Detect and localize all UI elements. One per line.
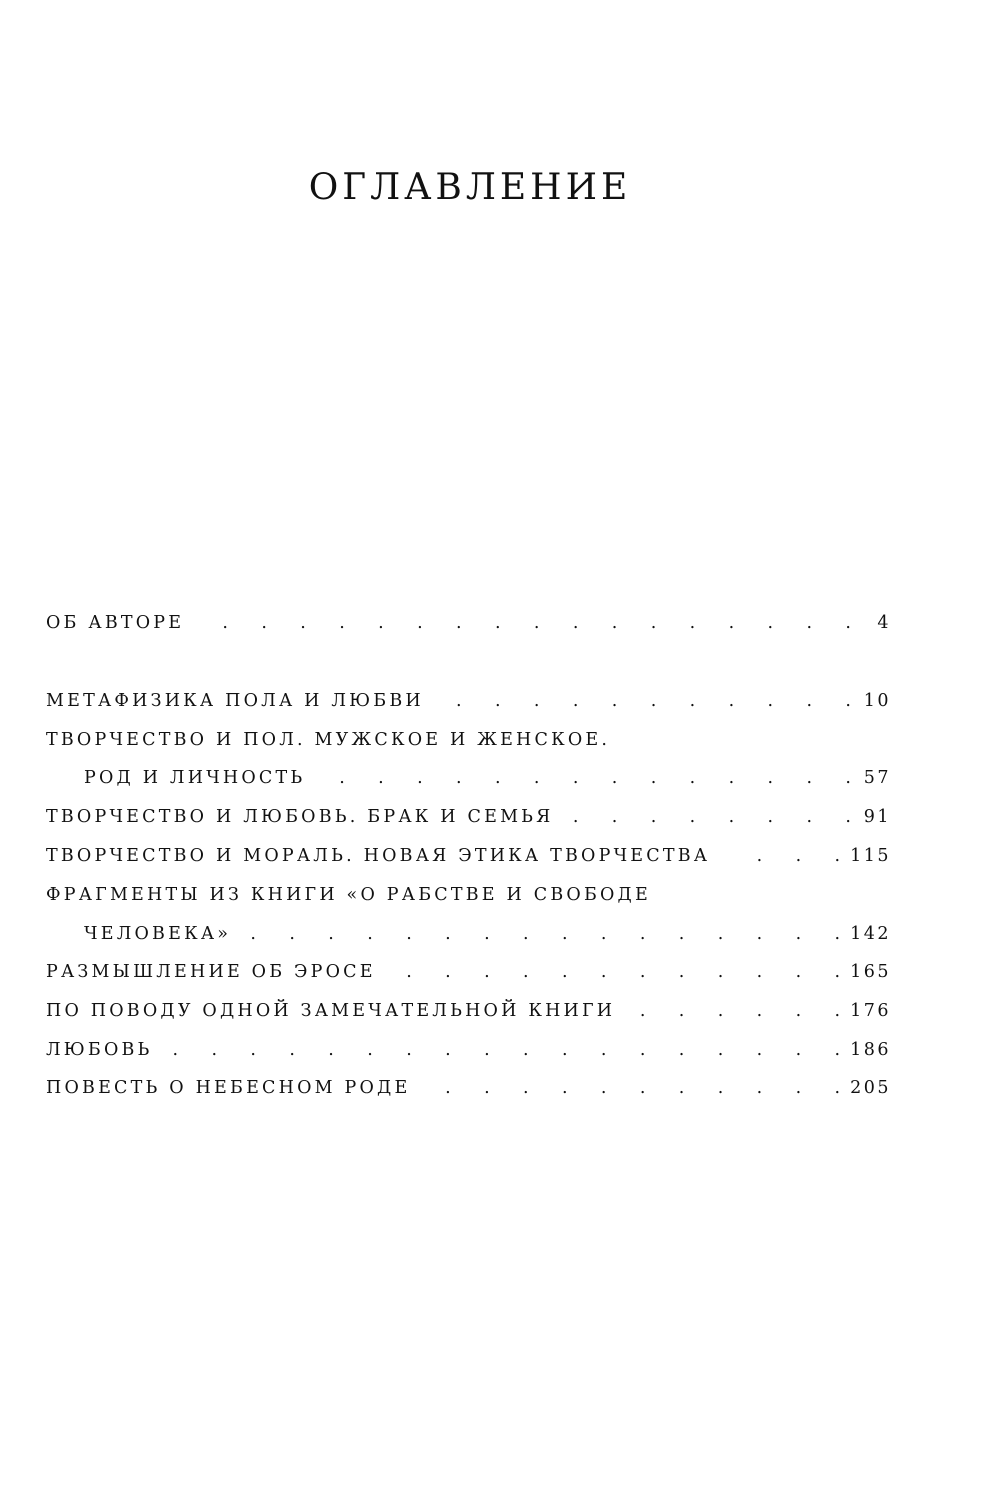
page-title: ОГЛАВЛЕНИЕ	[308, 167, 632, 208]
toc-entry-title: ЧЕЛОВЕКА»	[84, 924, 232, 944]
toc-entry-remarkable-book[interactable]	[46, 997, 891, 1025]
toc-entry-creativity-sex-line2[interactable]	[46, 764, 891, 792]
toc-entry-eros[interactable]	[46, 958, 891, 986]
toc-entry-metaphysics[interactable]	[46, 687, 891, 715]
toc-entry-about-author[interactable]	[46, 609, 891, 637]
toc-entry-title: МЕТАФИЗИКА ПОЛА И ЛЮБВИ	[46, 691, 424, 711]
toc-entry-creativity-love[interactable]	[46, 803, 891, 831]
toc-entry-page: 142	[850, 924, 891, 944]
toc-entry-title: ТВОРЧЕСТВО И ЛЮБОВЬ. БРАК И СЕМЬЯ	[46, 807, 554, 827]
dot-leader	[198, 609, 851, 637]
toc-entry-title: ПОВЕСТЬ О НЕБЕСНОМ РОДЕ	[46, 1078, 411, 1098]
dot-leader	[390, 958, 840, 986]
toc-entry-love[interactable]	[46, 1036, 891, 1064]
toc-entry-title: РОД И ЛИЧНОСТЬ	[84, 768, 306, 788]
toc-entry-page: 186	[850, 1040, 891, 1060]
dot-leader	[568, 803, 851, 831]
dot-leader	[438, 687, 851, 715]
dot-leader	[245, 920, 840, 948]
dot-leader	[724, 842, 840, 870]
dot-leader	[424, 1074, 840, 1102]
toc-entry-title: ЛЮБОВЬ	[46, 1040, 153, 1060]
dot-leader	[629, 997, 840, 1025]
dot-leader	[319, 764, 851, 792]
toc-entry-page: 176	[850, 1001, 891, 1021]
toc-entry-creativity-morality[interactable]	[46, 842, 891, 870]
toc-entry-heavenly-kin[interactable]	[46, 1074, 891, 1102]
toc-entry-creativity-sex-line1[interactable]	[46, 726, 891, 754]
toc-entry-title: ФРАГМЕНТЫ ИЗ КНИГИ «О РАБСТВЕ И СВОБОДЕ	[46, 885, 651, 905]
toc-entry-page: 57	[863, 768, 891, 788]
toc-entry-page: 205	[850, 1078, 891, 1098]
toc-entry-title: ТВОРЧЕСТВО И ПОЛ. МУЖСКОЕ И ЖЕНСКОЕ.	[46, 730, 611, 750]
dot-leader	[167, 1036, 841, 1064]
toc-entry-page: 4	[877, 613, 891, 633]
toc-entry-title: ТВОРЧЕСТВО И МОРАЛЬ. НОВАЯ ЭТИКА ТВОРЧЕСТВА	[46, 846, 711, 866]
toc-entry-page: 91	[863, 807, 891, 827]
toc-entry-title: ПО ПОВОДУ ОДНОЙ ЗАМЕЧАТЕЛЬНОЙ КНИГИ	[46, 1001, 616, 1021]
toc-entry-fragments-line1[interactable]	[46, 881, 891, 909]
toc-entry-title: РАЗМЫШЛЕНИЕ ОБ ЭРОСЕ	[46, 962, 376, 982]
toc-entry-page: 10	[863, 691, 891, 711]
toc-entry-fragments-line2[interactable]	[46, 920, 891, 948]
toc-entry-page: 165	[850, 962, 891, 982]
toc-entry-page: 115	[850, 846, 891, 866]
toc-entry-title: ОБ АВТОРЕ	[46, 613, 185, 633]
